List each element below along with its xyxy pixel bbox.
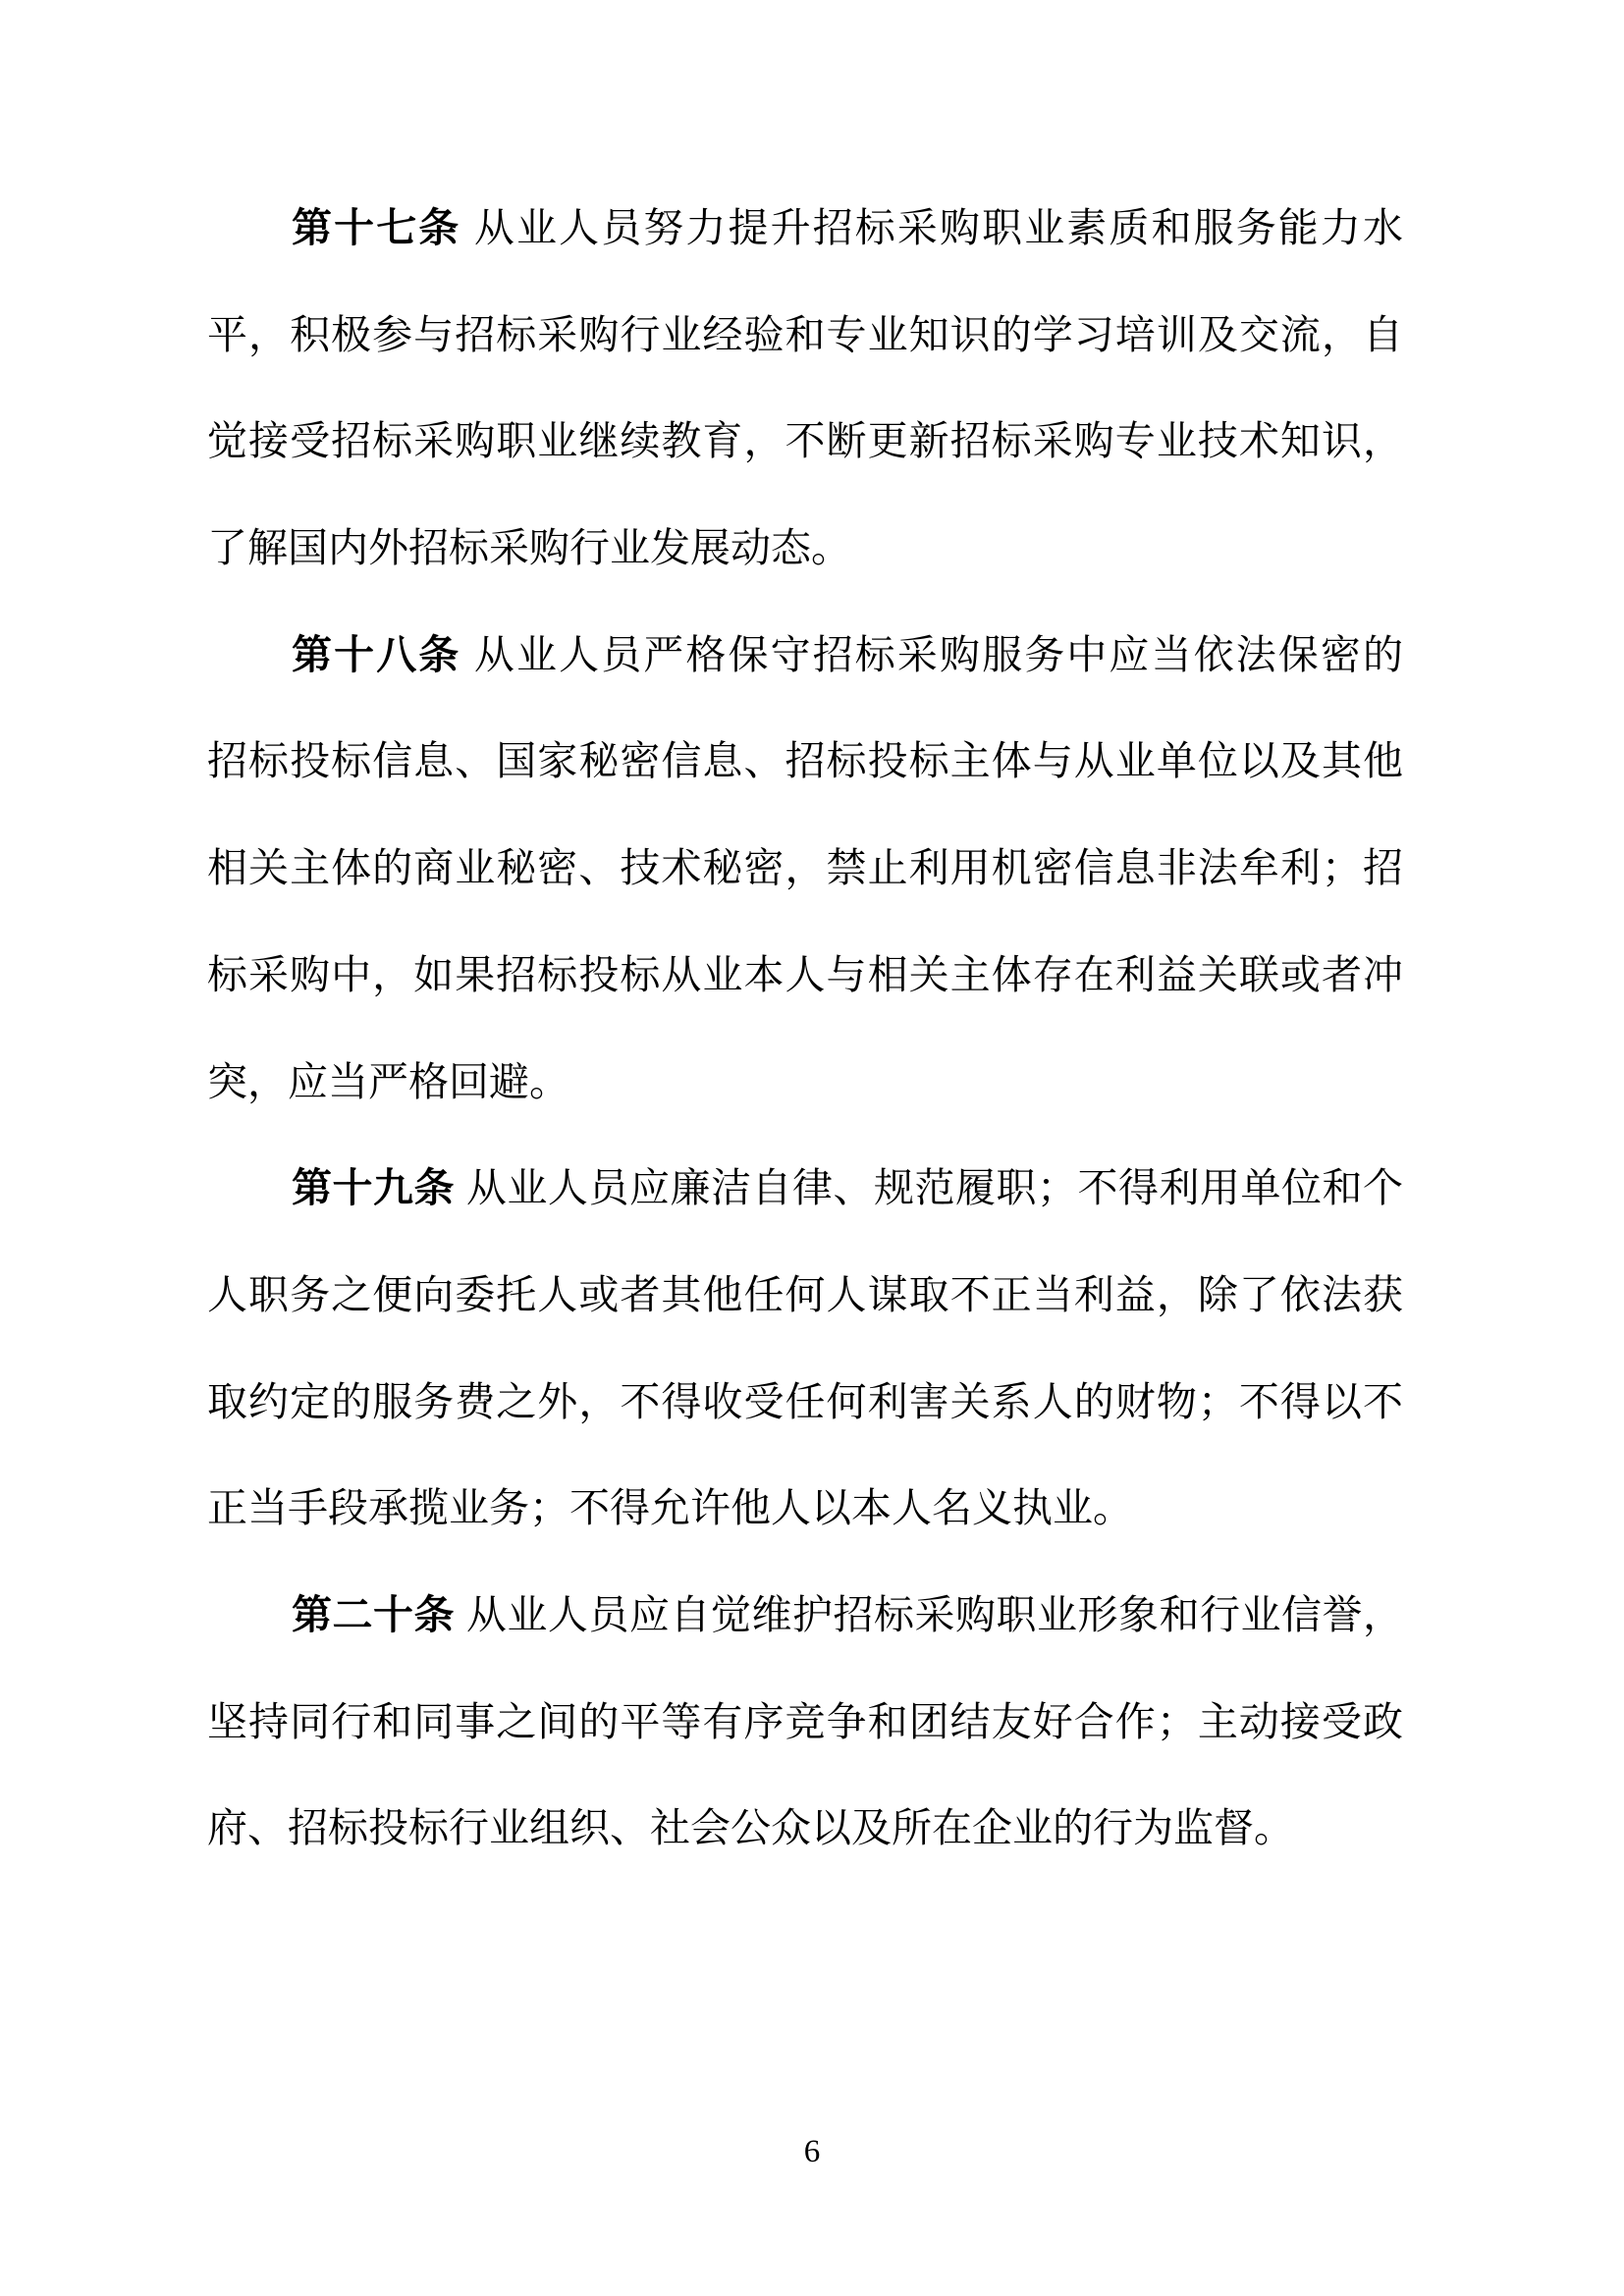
text-line: 正当手段承揽业务；不得允许他人以本人名义执业。 xyxy=(207,1485,1133,1531)
text-line: 觉接受招标采购职业继续教育，不断更新招标采购专业技术知识， xyxy=(207,418,1403,464)
text-line: 标采购中，如果招标投标从业本人与相关主体存在利益关联或者冲 xyxy=(207,951,1403,997)
line-text: 从业人员严格保守招标采购服务中应当依法保密的 xyxy=(460,631,1404,677)
text-line xyxy=(207,175,1403,282)
text-line xyxy=(207,1562,1403,1669)
text-line: 突，应当严格回避。 xyxy=(207,1058,569,1104)
text-line: 取约定的服务费之外，不得收受任何利害关系人的财物；不得以不 xyxy=(207,1378,1403,1424)
line-text: 从业人员应廉洁自律、规范履职；不得利用单位和个 xyxy=(455,1165,1404,1211)
text-line: 相关主体的商业秘密、技术秘密，禁止利用机密信息非法牟利；招 xyxy=(207,845,1403,891)
page-number: 6 xyxy=(803,2134,821,2169)
paragraph xyxy=(207,175,1403,602)
text-line: 了解国内外招标采购行业发展动态。 xyxy=(207,525,851,571)
text-line xyxy=(207,602,1403,709)
article-number: 第十八条 xyxy=(292,631,461,677)
page-number-footer xyxy=(0,2132,1624,2171)
text-line: 府、招标投标行业组织、社会公众以及所在企业的行为监督。 xyxy=(207,1805,1294,1851)
article-number: 第十七条 xyxy=(292,205,461,250)
text-line: 平，积极参与招标采购行业经验和专业知识的学习培训及交流，自 xyxy=(207,311,1403,357)
text-line: 坚持同行和同事之间的平等有序竞争和团结友好合作；主动接受政 xyxy=(207,1698,1403,1744)
text-line: 招标投标信息、国家秘密信息、招标投标主体与从业单位以及其他 xyxy=(207,738,1403,784)
line-text: 从业人员应自觉维护招标采购职业形象和行业信誉， xyxy=(455,1591,1404,1637)
text-line: 人职务之便向委托人或者其他任何人谋取不正当利益，除了依法获 xyxy=(207,1271,1403,1317)
line-text: 从业人员努力提升招标采购职业素质和服务能力水 xyxy=(460,205,1404,250)
document-content xyxy=(207,175,1403,1882)
text-line xyxy=(207,1135,1403,1242)
paragraph xyxy=(207,602,1403,1135)
paragraph xyxy=(207,1135,1403,1562)
paragraph xyxy=(207,1562,1403,1882)
article-number: 第二十条 xyxy=(292,1591,456,1637)
article-number: 第十九条 xyxy=(292,1165,456,1211)
